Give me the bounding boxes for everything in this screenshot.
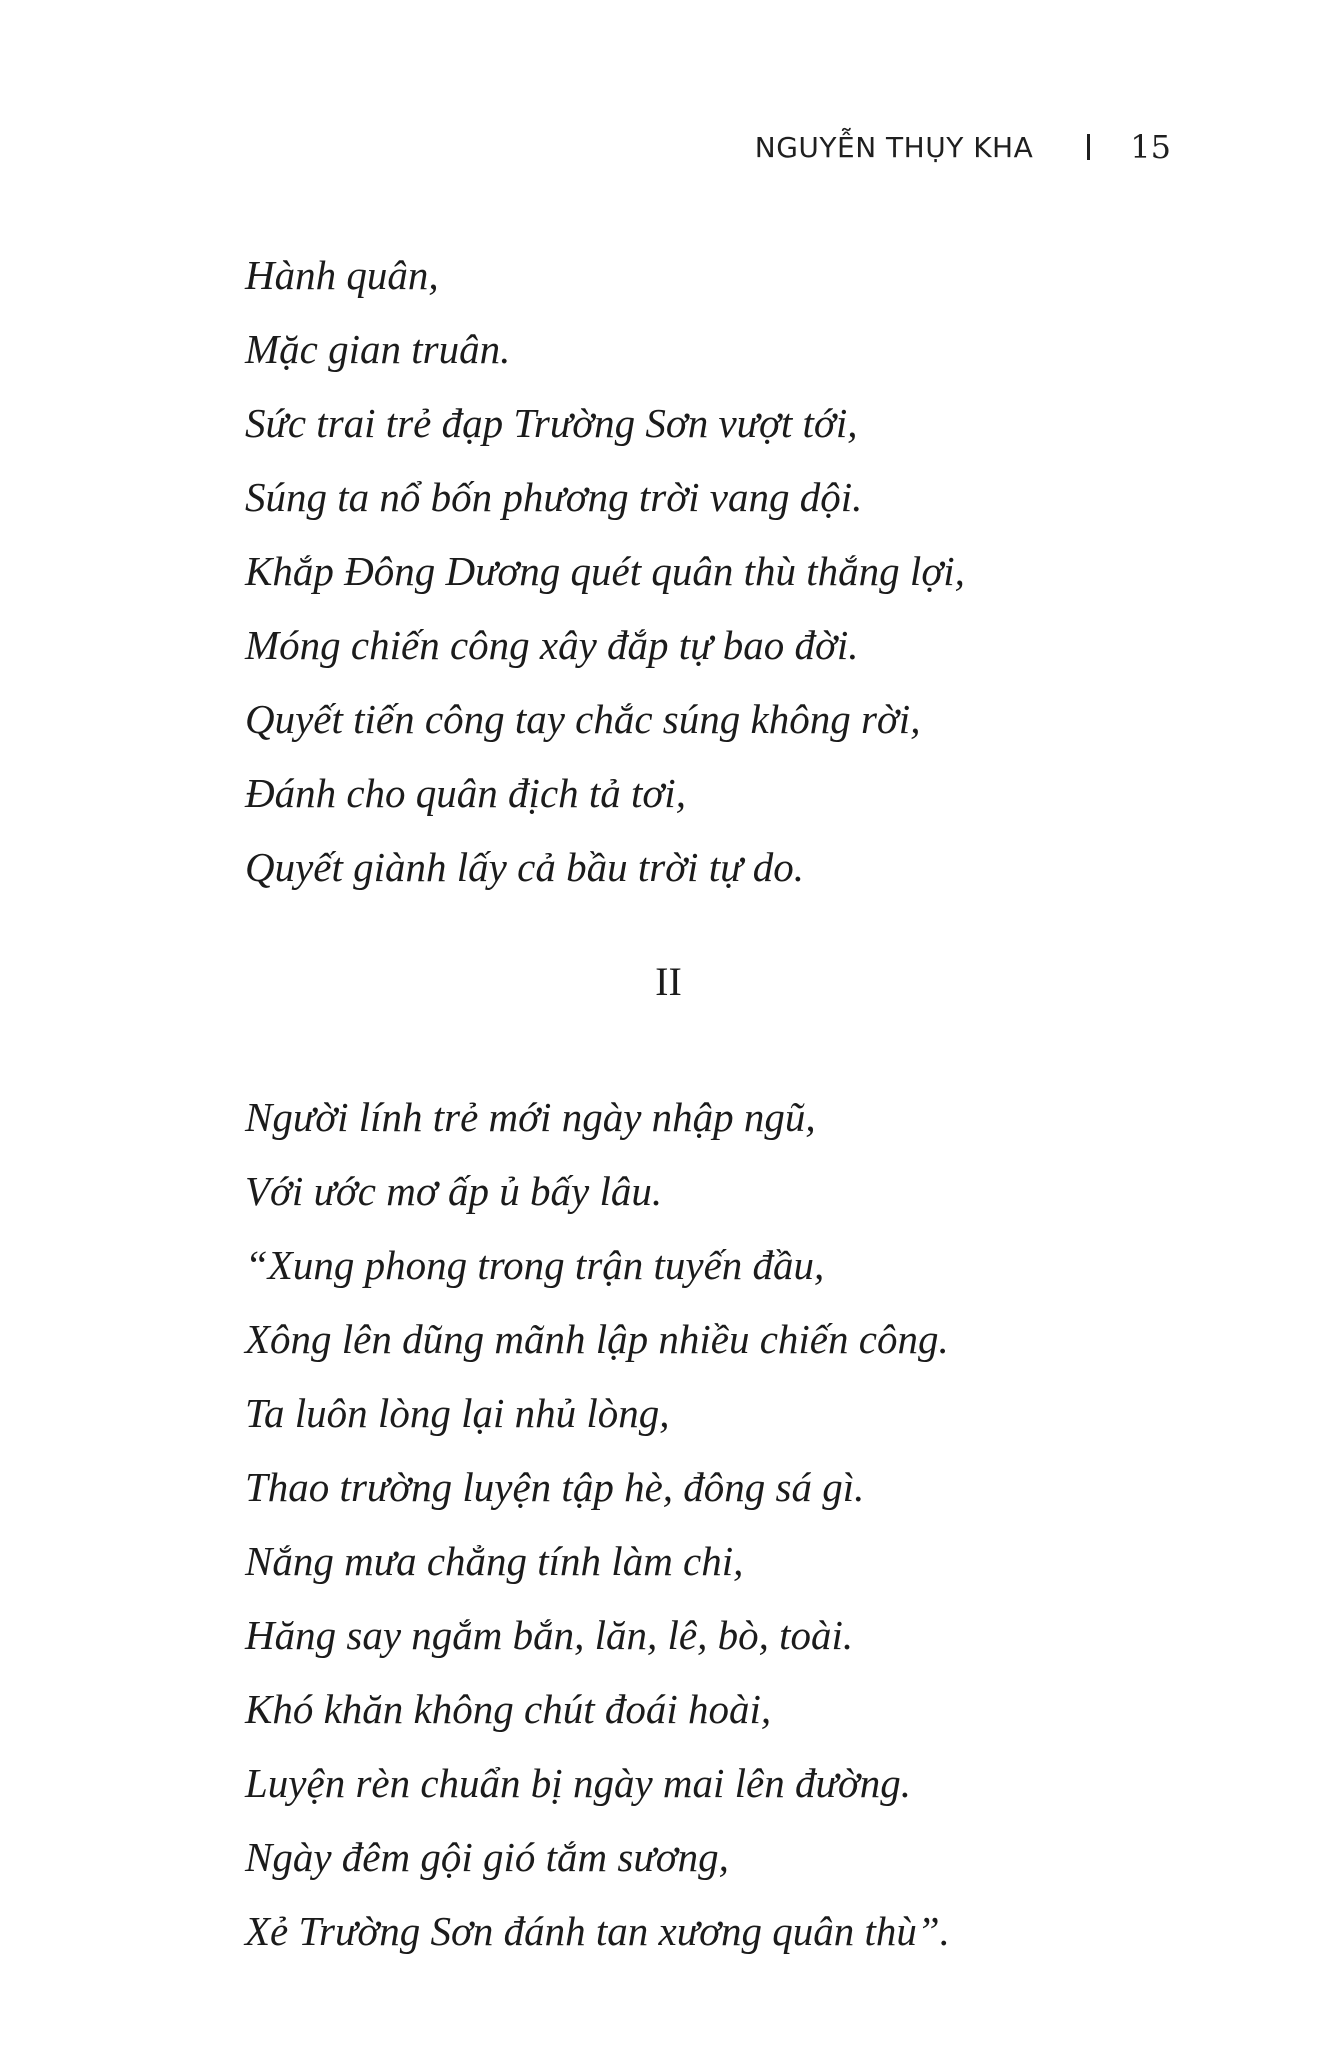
section-title: II (655, 959, 682, 1004)
poem-line: Ngày đêm gội gió tắm sương, (245, 1834, 729, 1880)
poem-line: Móng chiến công xây đắp tự bao đời. (245, 622, 859, 668)
poem-line: Thao trường luyện tập hè, đông sá gì. (245, 1464, 865, 1510)
poem-line: Người lính trẻ mới ngày nhập ngũ, (245, 1094, 816, 1140)
poem-line: Khắp Đông Dương quét quân thù thắng lợi, (245, 548, 965, 594)
poem-line: Mặc gian truân. (245, 326, 511, 372)
poem-line: Hăng say ngắm bắn, lăn, lê, bò, toài. (245, 1612, 854, 1658)
poem-line: Luyện rèn chuẩn bị ngày mai lên đường. (245, 1760, 911, 1806)
poem-line: Quyết tiến công tay chắc súng không rời, (245, 696, 921, 742)
poem-line: Ta luôn lòng lại nhủ lòng, (245, 1390, 670, 1436)
poem-stanza-1 (245, 238, 965, 904)
poem-line: Quyết giành lấy cả bầu trời tự do. (245, 844, 804, 890)
poem-line: Súng ta nổ bốn phương trời vang dội. (245, 474, 863, 520)
header-author: NGUYỄN THỤY KHA (754, 130, 1034, 164)
poem-line: Hành quân, (245, 252, 439, 298)
running-header (755, 128, 1171, 166)
page-number: 15 (1130, 128, 1171, 166)
poem-line: “Xung phong trong trận tuyến đầu, (245, 1242, 825, 1288)
poem-line: Với ước mơ ấp ủ bấy lâu. (245, 1168, 663, 1214)
poem-stanza-2 (245, 1080, 950, 1968)
poem-line: Khó khăn không chút đoái hoài, (245, 1686, 772, 1732)
poem-line: Nắng mưa chẳng tính làm chi, (245, 1538, 744, 1584)
header-separator (1087, 134, 1090, 160)
poem-line: Xẻ Trường Sơn đánh tan xương quân thù”. (245, 1908, 950, 1954)
poem-line: Sức trai trẻ đạp Trường Sơn vượt tới, (245, 400, 858, 446)
poem-line: Đánh cho quân địch tả tơi, (245, 770, 686, 816)
poem-line: Xông lên dũng mãnh lập nhiều chiến công. (245, 1316, 949, 1362)
